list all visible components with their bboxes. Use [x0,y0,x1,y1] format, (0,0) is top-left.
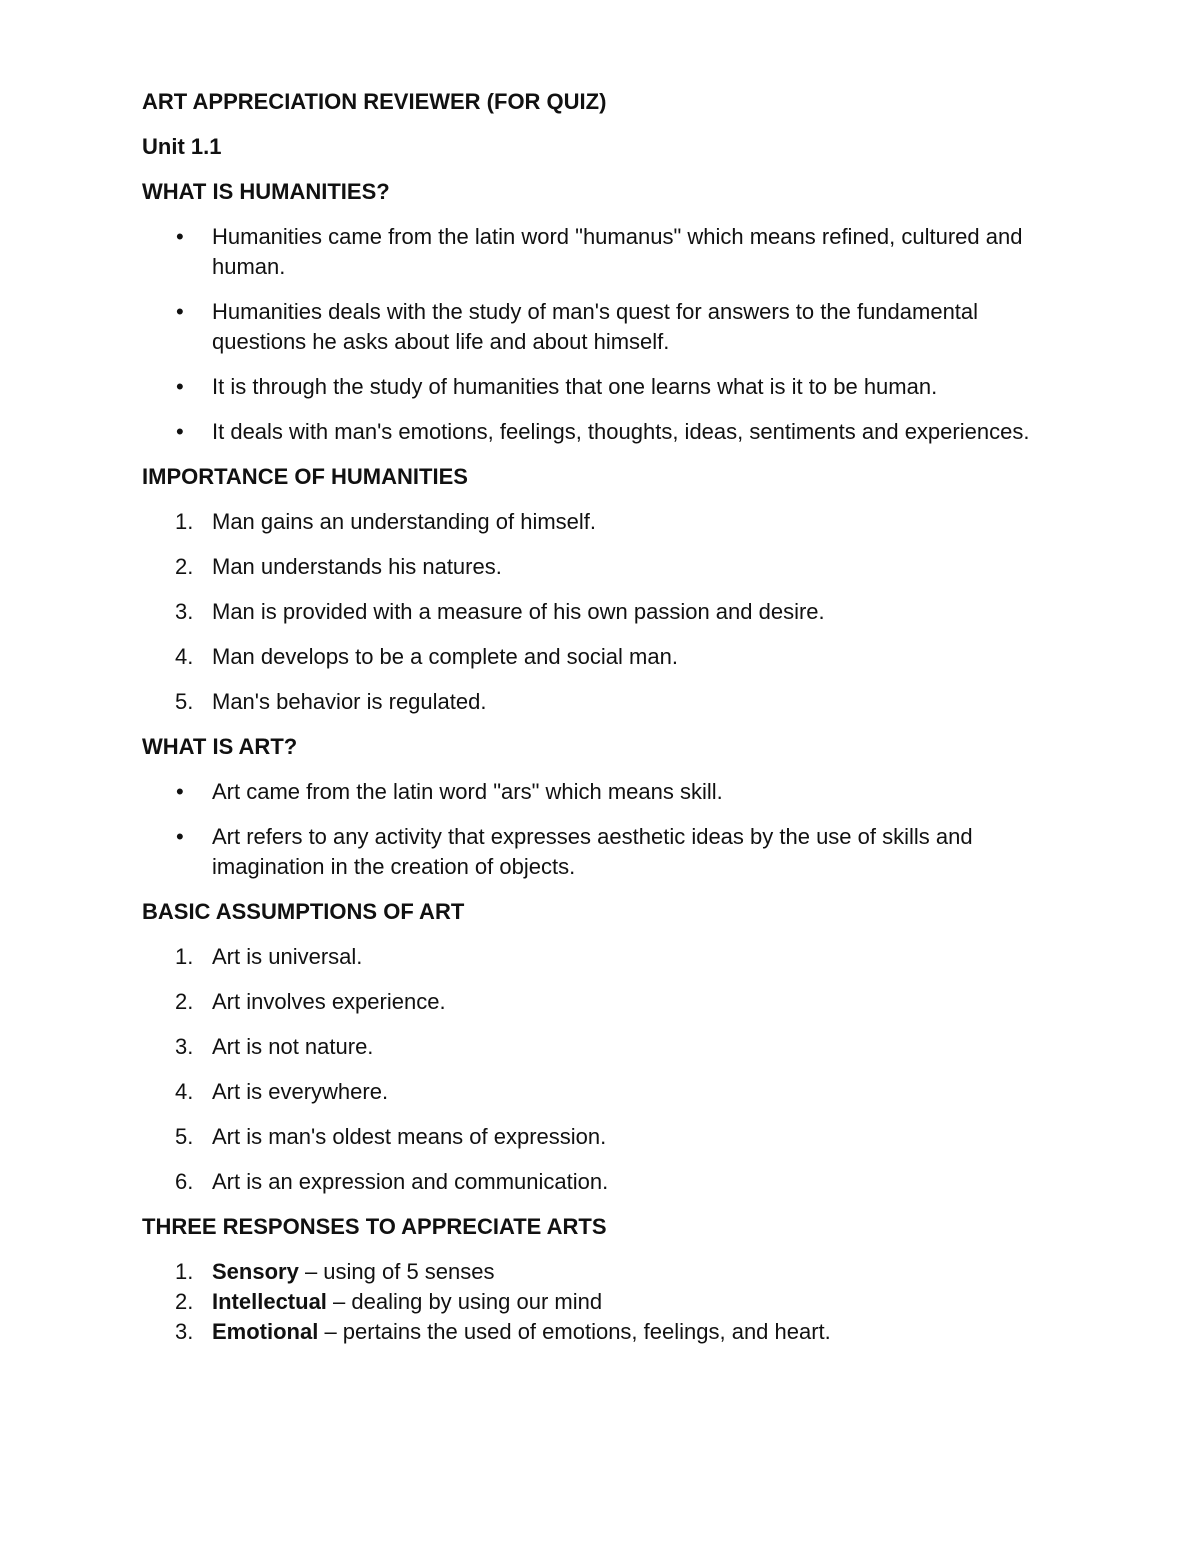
list-item-text: Art refers to any activity that expresses aesthetic ideas by the use of skills and imagination in the creation of objects. [212,824,973,879]
section-heading-what-is-art: WHAT IS ART? [142,734,298,759]
list-number: 4. [175,1079,194,1104]
document-content [142,87,1042,1347]
list-item [142,987,1042,1017]
list-item-text: Man is provided with a measure of his own passion and desire. [212,599,825,624]
list-item [142,822,1042,882]
list-item-text: Man gains an understanding of himself. [212,509,597,534]
response-term: Sensory [212,1259,299,1284]
list-item [142,1122,1042,1152]
list-item [142,1077,1042,1107]
list-item [142,417,1042,447]
list-item [142,1032,1042,1062]
list-number: 1. [175,1259,194,1284]
list-item [142,1167,1042,1197]
list-item [142,942,1042,972]
list-item-text: Man develops to be a complete and social man. [212,644,678,669]
section-heading-three-responses: THREE RESPONSES TO APPRECIATE ARTS [142,1214,607,1239]
list-number: 4. [175,644,194,669]
bullet-icon: • [176,779,184,804]
list-number: 6. [175,1169,194,1194]
list-item-text: Art is an expression and communication. [212,1169,609,1194]
list-item-text: Art involves experience. [212,989,446,1014]
importance-numbered-list [142,507,1042,717]
list-item [142,297,1042,357]
response-description: – dealing by using our mind [326,1289,603,1314]
response-term: Emotional [212,1319,319,1344]
list-number: 5. [175,689,194,714]
bullet-icon: • [176,224,184,249]
list-item [142,1317,1042,1347]
list-item [142,687,1042,717]
list-number: 2. [175,554,194,579]
list-item [142,777,1042,807]
list-item-text: Humanities deals with the study of man's quest for answers to the fundamental questions he asks about life and about himself. [212,299,979,354]
list-item-text: Art is man's oldest means of expression. [212,1124,607,1149]
list-item [142,1287,1042,1317]
list-item [142,597,1042,627]
list-item-text: Art is everywhere. [212,1079,389,1104]
document-title: ART APPRECIATION REVIEWER (FOR QUIZ) [142,89,607,114]
list-item [142,507,1042,537]
list-number: 3. [175,1319,194,1344]
unit-label: Unit 1.1 [142,134,222,159]
list-item-text: Man's behavior is regulated. [212,689,487,714]
bullet-icon: • [176,824,184,849]
list-item [142,1257,1042,1287]
bullet-icon: • [176,299,184,324]
list-number: 5. [175,1124,194,1149]
list-item-text: Art is universal. [212,944,363,969]
list-item-text: It is through the study of humanities that one learns what is it to be human. [212,374,938,399]
list-number: 1. [175,944,194,969]
bullet-icon: • [176,374,184,399]
list-number: 3. [175,1034,194,1059]
response-term: Intellectual [212,1289,327,1314]
list-number: 2. [175,989,194,1014]
list-item-text: Art came from the latin word "ars" which means skill. [212,779,723,804]
list-item-text: Man understands his natures. [212,554,502,579]
section-heading-what-is-humanities: WHAT IS HUMANITIES? [142,179,390,204]
responses-numbered-list [142,1257,1042,1347]
humanities-bullet-list [142,222,1042,447]
response-description: – pertains the used of emotions, feelings, and heart. [318,1319,831,1344]
list-item [142,552,1042,582]
list-item-text: Art is not nature. [212,1034,374,1059]
bullet-icon: • [176,419,184,444]
list-number: 2. [175,1289,194,1314]
list-item [142,642,1042,672]
list-item-text: It deals with man's emotions, feelings, thoughts, ideas, sentiments and experiences. [212,419,1030,444]
list-number: 1. [175,509,194,534]
list-item-text: Humanities came from the latin word "humanus" which means refined, cultured and human. [212,224,1023,279]
list-number: 3. [175,599,194,624]
section-heading-importance-of-humanities: IMPORTANCE OF HUMANITIES [142,464,468,489]
list-item [142,222,1042,282]
art-bullet-list [142,777,1042,882]
list-item [142,372,1042,402]
section-heading-basic-assumptions: BASIC ASSUMPTIONS OF ART [142,899,465,924]
assumptions-numbered-list [142,942,1042,1197]
response-description: – using of 5 senses [298,1259,495,1284]
